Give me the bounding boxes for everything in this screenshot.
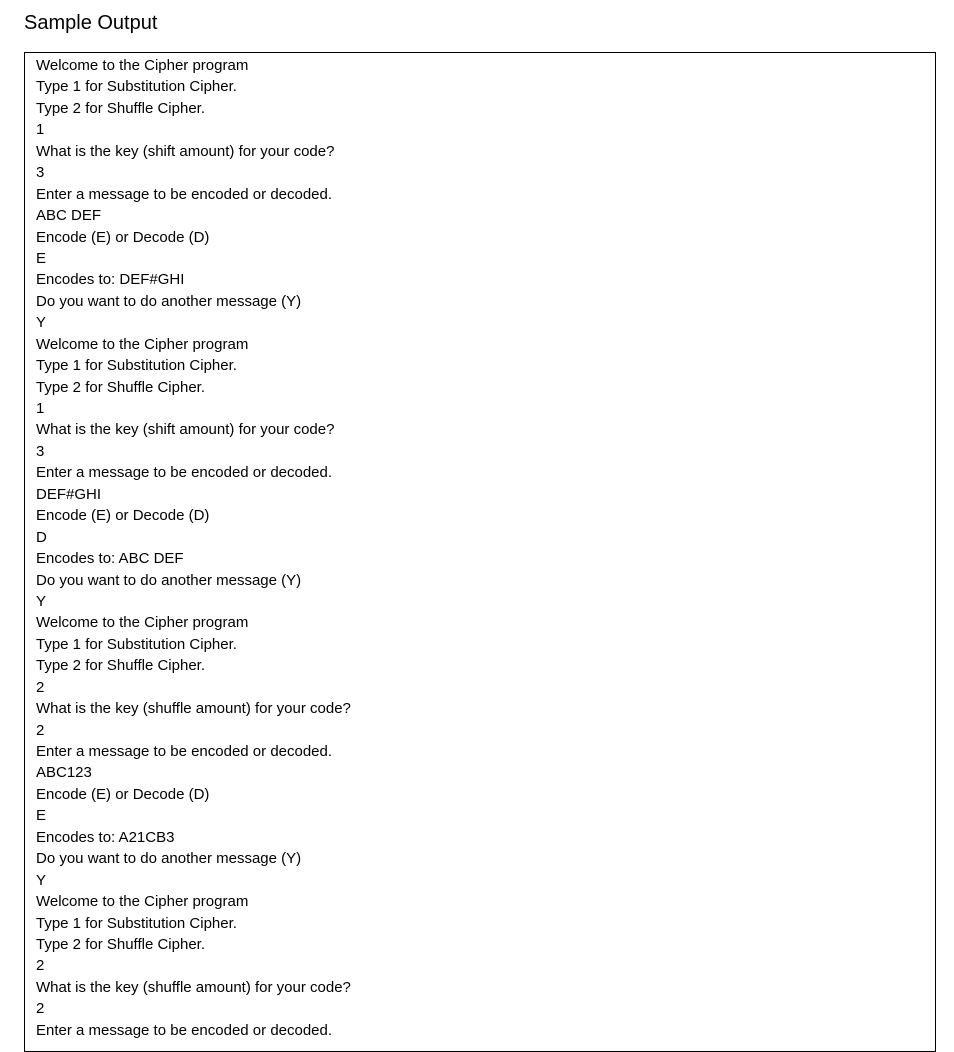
output-line: Welcome to the Cipher program bbox=[36, 614, 249, 632]
output-line: Y bbox=[36, 871, 47, 889]
output-line: E bbox=[36, 807, 47, 825]
output-line: Type 2 for Shuffle Cipher. bbox=[36, 935, 205, 953]
output-line: Encodes to: ABC DEF bbox=[36, 550, 184, 568]
output-line: Enter a message to be encoded or decoded. bbox=[36, 1021, 333, 1039]
sample-output-box bbox=[24, 52, 936, 1052]
output-line: What is the key (shift amount) for your code? bbox=[36, 142, 335, 160]
output-line: Type 2 for Shuffle Cipher. bbox=[36, 99, 205, 117]
output-line: What is the key (shuffle amount) for your code? bbox=[36, 700, 351, 718]
output-line: Encodes to: A21CB3 bbox=[36, 828, 175, 846]
output-line: ABC123 bbox=[36, 764, 92, 782]
output-line: 1 bbox=[36, 400, 45, 417]
output-line: Y bbox=[36, 592, 47, 610]
output-line: ABC DEF bbox=[36, 207, 102, 225]
output-line: Type 1 for Substitution Cipher. bbox=[36, 78, 237, 96]
output-line: 3 bbox=[36, 164, 45, 182]
output-line: 1 bbox=[36, 121, 45, 139]
output-line: D bbox=[36, 528, 47, 546]
page-heading: Sample Output bbox=[24, 12, 158, 34]
output-line: Encode (E) or Decode (D) bbox=[36, 507, 210, 525]
output-line: 2 bbox=[36, 1000, 45, 1018]
output-line: Do you want to do another message (Y) bbox=[36, 292, 302, 310]
output-line: Enter a message to be encoded or decoded. bbox=[36, 743, 333, 760]
output-line: Type 1 for Substitution Cipher. bbox=[36, 914, 237, 932]
output-line: What is the key (shuffle amount) for your code? bbox=[36, 978, 351, 996]
output-line: Encode (E) or Decode (D) bbox=[36, 785, 210, 803]
output-line: Welcome to the Cipher program bbox=[36, 335, 249, 353]
output-line: Type 2 for Shuffle Cipher. bbox=[36, 657, 205, 675]
output-line: Y bbox=[36, 314, 47, 332]
output-line: Type 1 for Substitution Cipher. bbox=[36, 357, 237, 375]
output-line: Encodes to: DEF#GHI bbox=[36, 271, 185, 289]
output-line: What is the key (shift amount) for your code? bbox=[36, 421, 335, 439]
output-line: Type 1 for Substitution Cipher. bbox=[36, 635, 237, 653]
output-line: Enter a message to be encoded or decoded. bbox=[36, 185, 333, 203]
output-line: 3 bbox=[36, 442, 45, 460]
output-lines bbox=[36, 55, 351, 1041]
output-line: Type 2 for Shuffle Cipher. bbox=[36, 378, 205, 396]
output-line: 2 bbox=[36, 957, 45, 975]
output-line: Do you want to do another message (Y) bbox=[36, 571, 302, 589]
output-line: Welcome to the Cipher program bbox=[36, 893, 249, 911]
output-line: DEF#GHI bbox=[36, 485, 102, 503]
output-line: 2 bbox=[36, 721, 45, 739]
output-line: Do you want to do another message (Y) bbox=[36, 850, 302, 868]
output-line: 2 bbox=[36, 678, 45, 696]
output-line: Encode (E) or Decode (D) bbox=[36, 228, 210, 246]
output-line: Enter a message to be encoded or decoded. bbox=[36, 464, 333, 482]
output-line: E bbox=[36, 249, 47, 267]
output-line: Welcome to the Cipher program bbox=[36, 57, 249, 74]
